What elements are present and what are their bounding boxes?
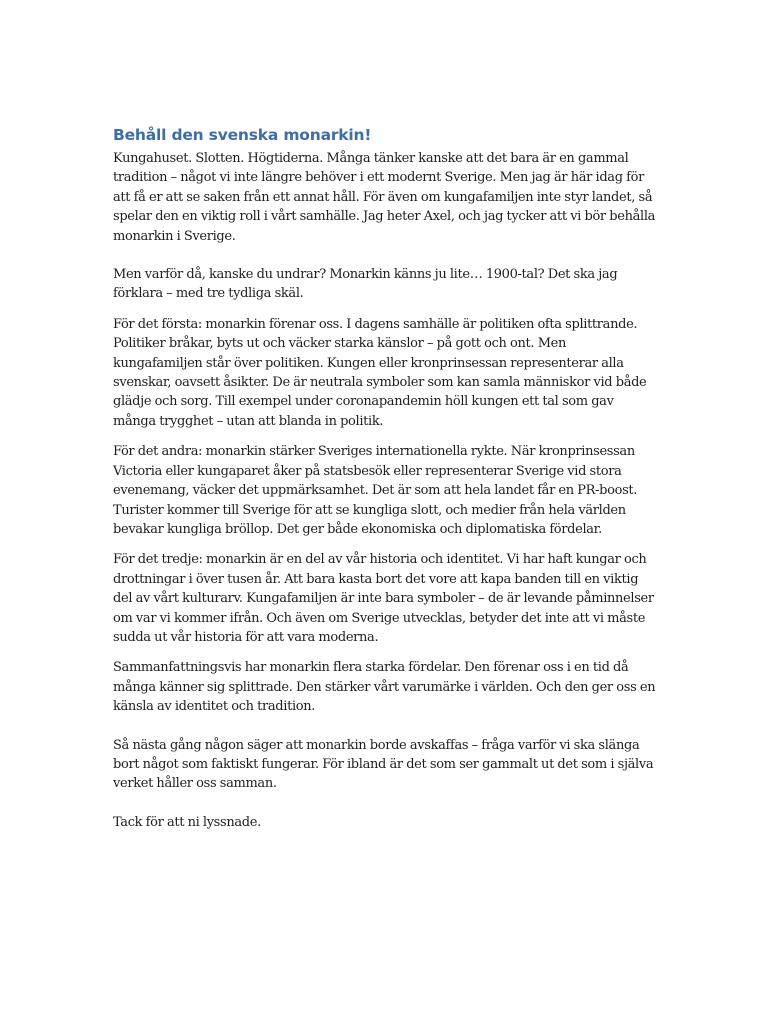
paragraph-thanks: Tack för att ni lyssnade.	[113, 814, 261, 830]
document-body	[113, 125, 658, 832]
paragraph-conclusion: Så nästa gång någon säger att monarkin borde avskaffas – fråga varför vi ska slänga bort något som faktiskt fungerar. För ibland är det som ser gammalt ut det som i själva verket håller oss samman.	[113, 737, 654, 792]
paragraph-summary: Sammanfattningsvis har monarkin flera starka fördelar. Den förenar oss i en tid då många känner sig splittrade. Den stärker vårt varumärke i världen. Och den ger oss en känsla av identitet och tradition.	[113, 660, 656, 715]
document-title: Behåll den svenska monarkin!	[113, 126, 372, 144]
paragraph-intro: Kungahuset. Slotten. Högtiderna. Många tänker kanske att det bara är en gammal tradition – något vi inte längre behöver i ett modernt Sverige. Men jag är här idag för att få er att se saken från ett annat håll. För även om kungafamiljen inte styr landet, så spelar den en viktig roll i vårt samhälle. Jag heter Axel, och jag tycker att vi bör behålla monarkin i Sverige.	[113, 151, 656, 244]
paragraph-reason-one: För det första: monarkin förenar oss. I dagens samhälle är politiken ofta splittrande. Politiker bråkar, byts ut och väcker starka känslor – på gott och ont. Men kungafamiljen står över politiken. Kungen eller kronprinsessan representerar alla svenskar, oavsett åsikter. De är neutrala symboler som kan samla människor vid både glädje och sorg. Till exempel under coronapandemin höll kungen ett tal som gav många trygghet – utan att blanda in politik.	[113, 316, 647, 429]
paragraph-question: Men varför då, kanske du undrar? Monarkin känns ju lite… 1900-tal? Det ska jag förklara – med tre tydliga skäl.	[113, 267, 618, 302]
paragraph-reason-three: För det tredje: monarkin är en del av vår historia och identitet. Vi har haft kungar och drottningar i över tusen år. Att bara kasta bort det vore att kapa banden till en viktig del av vårt kulturarv. Kungafamiljen är inte bara symboler – de är levande påminnelser om var vi kommer ifrån. Och även om Sverige utvecklas, betyder det inte att vi måste sudda ut vår historia för att vara moderna.	[113, 552, 654, 645]
paragraph-reason-two: För det andra: monarkin stärker Sveriges internationella rykte. När kronprinsessan Victoria eller kungaparet åker på statsbesök eller representerar Sverige vid stora evenemang, väcker det uppmärksamhet. Det är som att hela landet får en PR-boost. Turister kommer till Sverige för att se kungliga slott, och medier från hela världen bevakar kungliga bröllop. Det ger både ekonomiska och diplomatiska fördelar.	[113, 444, 638, 537]
